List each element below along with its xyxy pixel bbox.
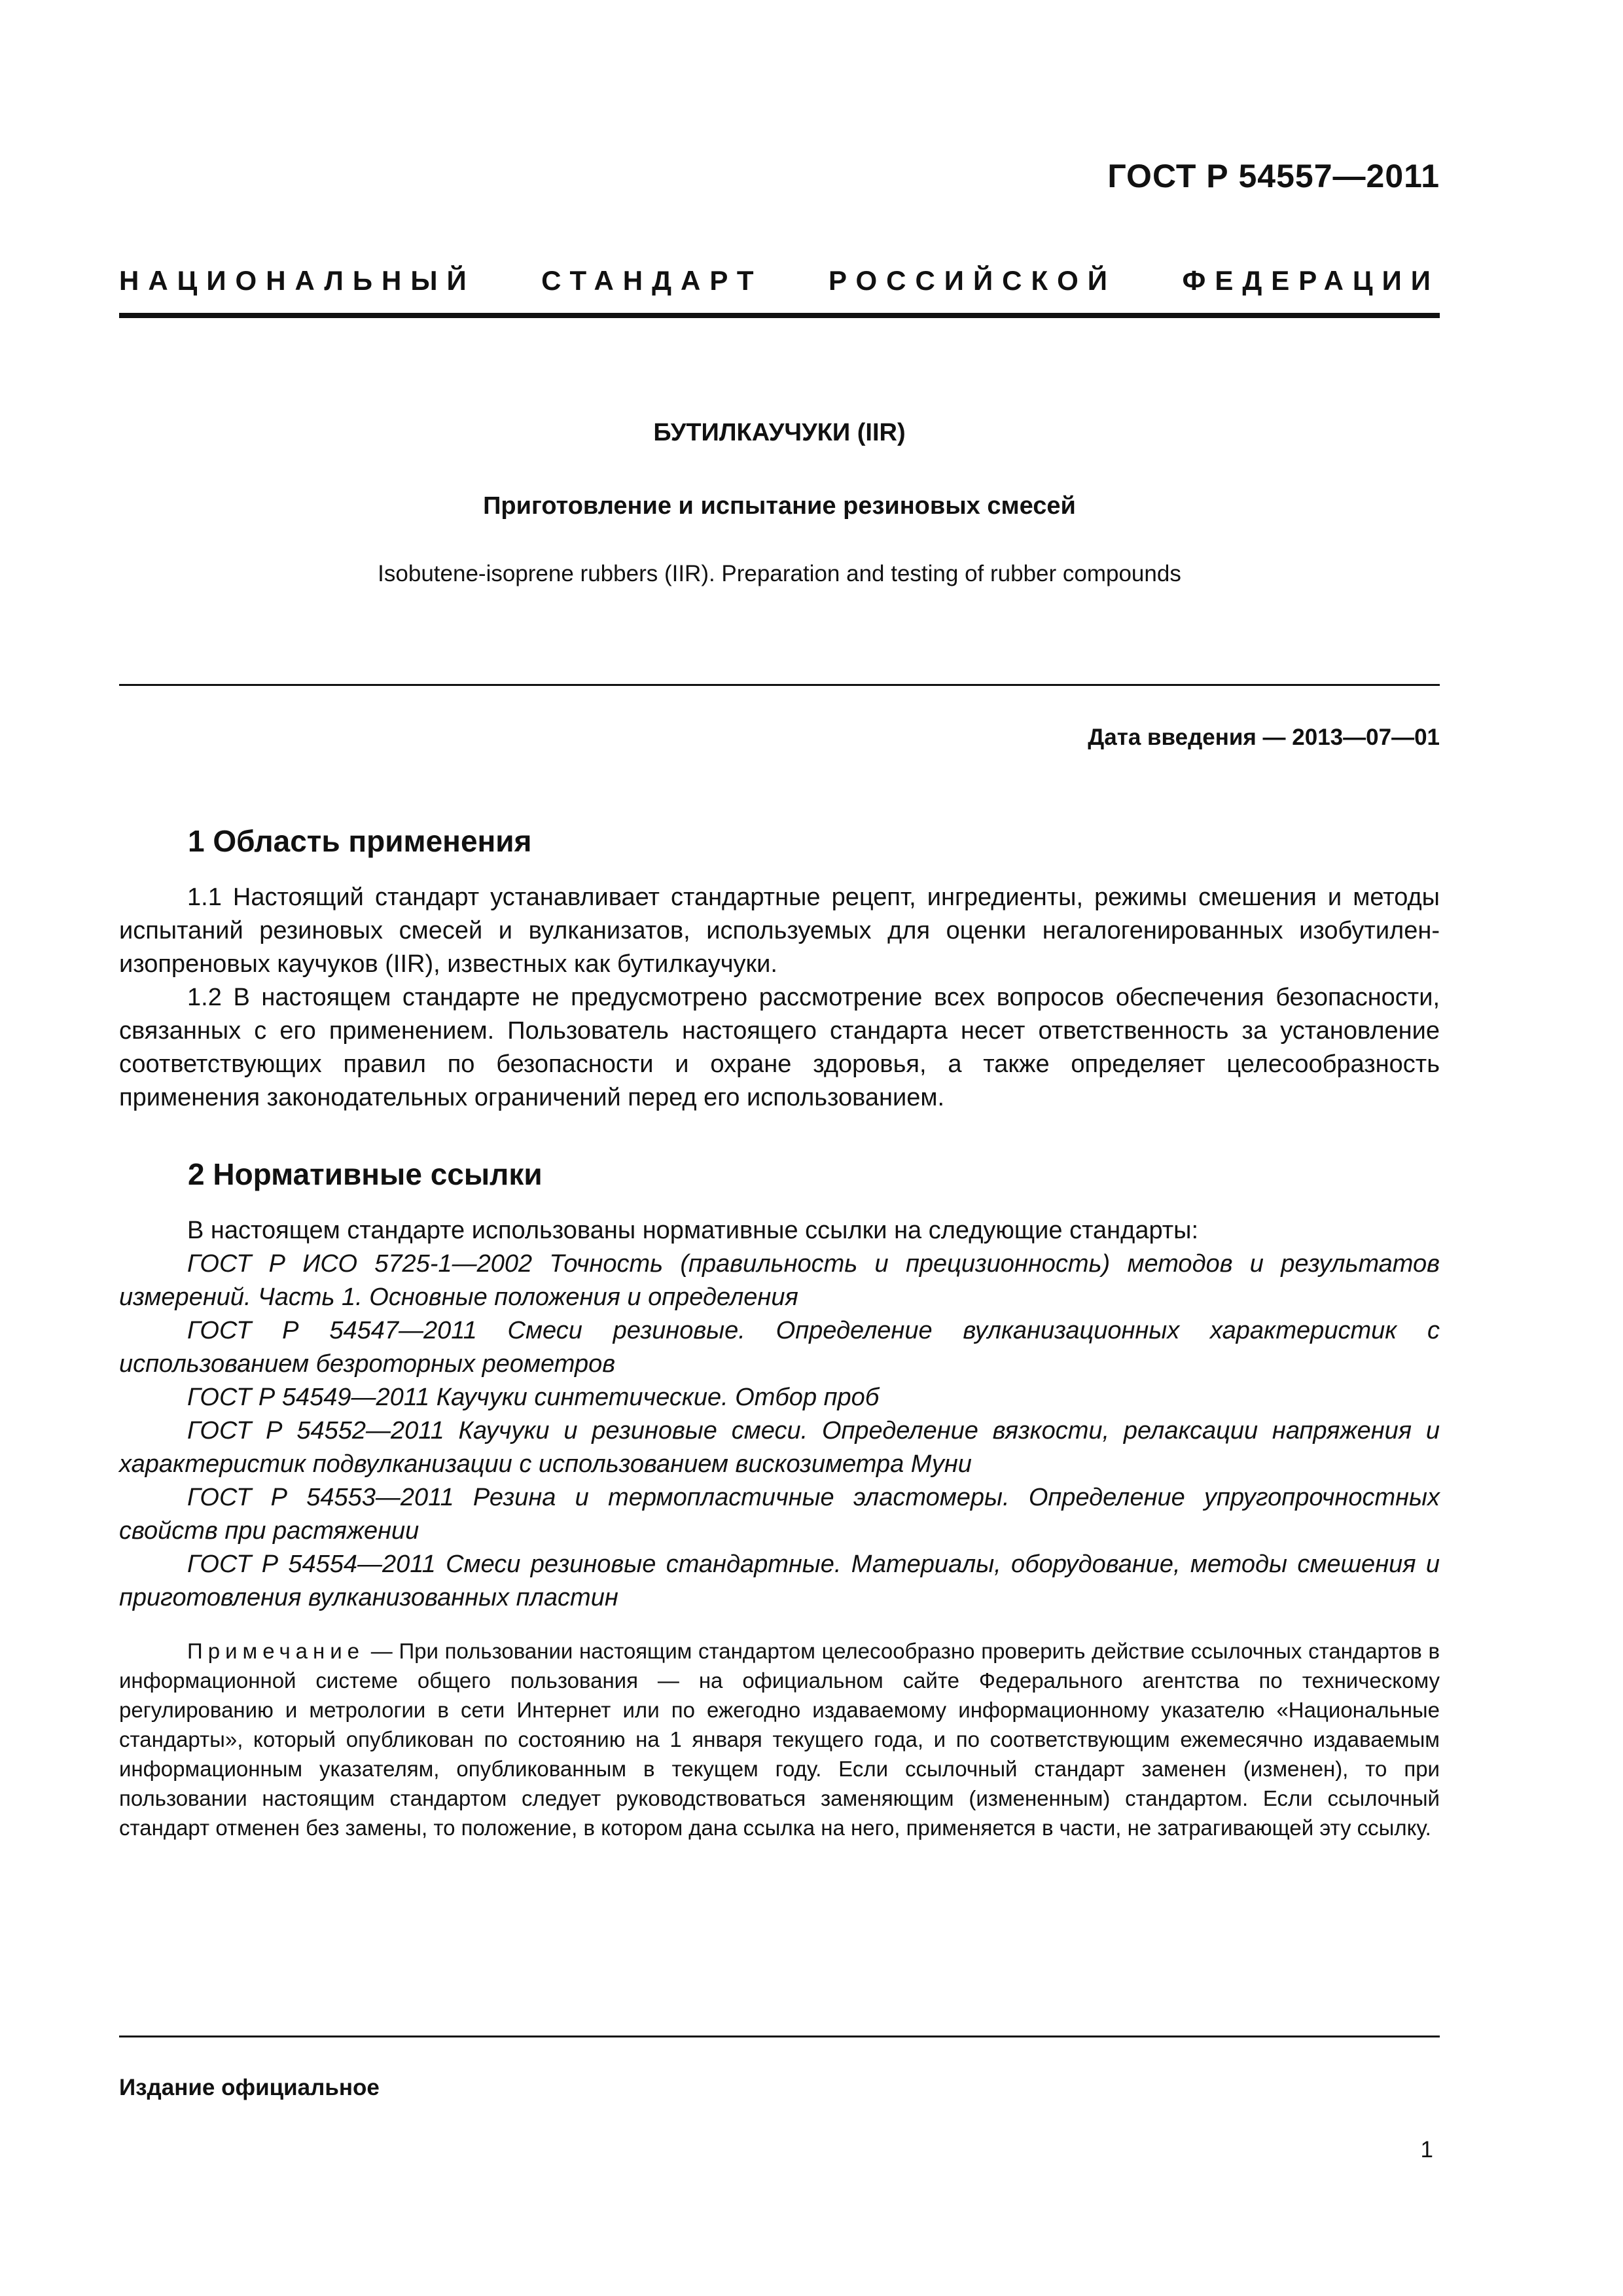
reference-item: ГОСТ Р 54549—2011 Каучуки синтетические. Отбор проб <box>187 1384 880 1411</box>
title-divider <box>119 684 1440 686</box>
paragraph-1-2: 1.2 В настоящем стандарте не предусмотрено рассмотрение всех вопросов обеспечения безопасности, связанных с его применением. Пользователь настоящего стандарта несет ответственность за установление соответствующих правил по безопасности и охране здоровья, а также определяет целесообразность применения законодательных ограничений перед его использованием. <box>119 984 1440 1111</box>
document-number: ГОСТ Р 54557—2011 <box>1107 158 1440 194</box>
reference-item: ГОСТ Р 54547—2011 Смеси резиновые. Определение вулканизационных характеристик с использованием безроторных реометров <box>119 1317 1440 1378</box>
national-standard-banner: НАЦИОНАЛЬНЫЙ СТАНДАРТ РОССИЙСКОЙ ФЕДЕРАЦИИ <box>119 265 1440 296</box>
header-divider <box>119 313 1440 318</box>
paragraph-1-1: 1.1 Настоящий стандарт устанавливает стандартные рецепт, ингредиенты, режимы смешения и методы испытаний резиновых смесей и вулканизатов, используемых для оценки негалогенированных изобутилен-изопреновых каучуков (IIR), известных как бутилкаучуки. <box>119 884 1440 978</box>
reference-item: ГОСТ Р 54552—2011 Каучуки и резиновые смеси. Определение вязкости, релаксации напряжения и характеристик подвулканизации с использованием вискозиметра Муни <box>119 1417 1440 1478</box>
english-title: Isobutene-isoprene rubbers (IIR). Preparation and testing of rubber compounds <box>378 561 1181 586</box>
reference-item: ГОСТ Р 54553—2011 Резина и термопластичные эластомеры. Определение упругопрочностных свойств при растяжении <box>119 1484 1440 1545</box>
note-label: Примечание <box>187 1639 365 1663</box>
references-list <box>119 1214 1440 1615</box>
document-title: БУТИЛКАУЧУКИ (IIR) <box>653 419 906 446</box>
reference-item: ГОСТ Р ИСО 5725-1—2002 Точность (правильность и прецизионность) методов и результатов измерений. Часть 1. Основные положения и определения <box>119 1250 1440 1311</box>
document-subtitle: Приготовление и испытание резиновых смесей <box>483 492 1076 520</box>
introduction-date: Дата введения — 2013—07—01 <box>1088 725 1440 750</box>
page-number: 1 <box>1420 2137 1433 2162</box>
reference-item: ГОСТ Р 54554—2011 Смеси резиновые стандартные. Материалы, оборудование, методы смешения и приготовления вулканизованных пластин <box>119 1551 1440 1611</box>
section-1-body <box>119 881 1440 1115</box>
official-edition-label: Издание официальное <box>119 2075 380 2100</box>
section-2-heading: 2 Нормативные ссылки <box>188 1157 543 1191</box>
footer-divider <box>119 2036 1440 2037</box>
section-1-heading: 1 Область применения <box>188 824 532 858</box>
note-text: — При пользовании настоящим стандартом целесообразно проверить действие ссылочных стандартов в информационной системе общего пользования — на официальном сайте Федерального агентства по техническому регулированию и метрологии в сети Интернет или по ежегодно издаваемому информационному указателю «Национальные стандарты», который опубликован по состоянию на 1 января текущего года, и по соответствующим ежемесячно издаваемым информационным указателям, опубликованным в текущем году. Если ссылочный стандарт заменен (изменен), то при пользовании настоящим стандартом следует руководствоваться заменяющим (измененным) стандартом. Если ссылочный стандарт отменен без замены, то положение, в котором дана ссылка на него, применяется в части, не затрагивающей эту ссылку. <box>119 1639 1440 1840</box>
note-paragraph <box>119 1636 1440 1842</box>
references-intro: В настоящем стандарте использованы нормативные ссылки на следующие стандарты: <box>187 1217 1199 1244</box>
